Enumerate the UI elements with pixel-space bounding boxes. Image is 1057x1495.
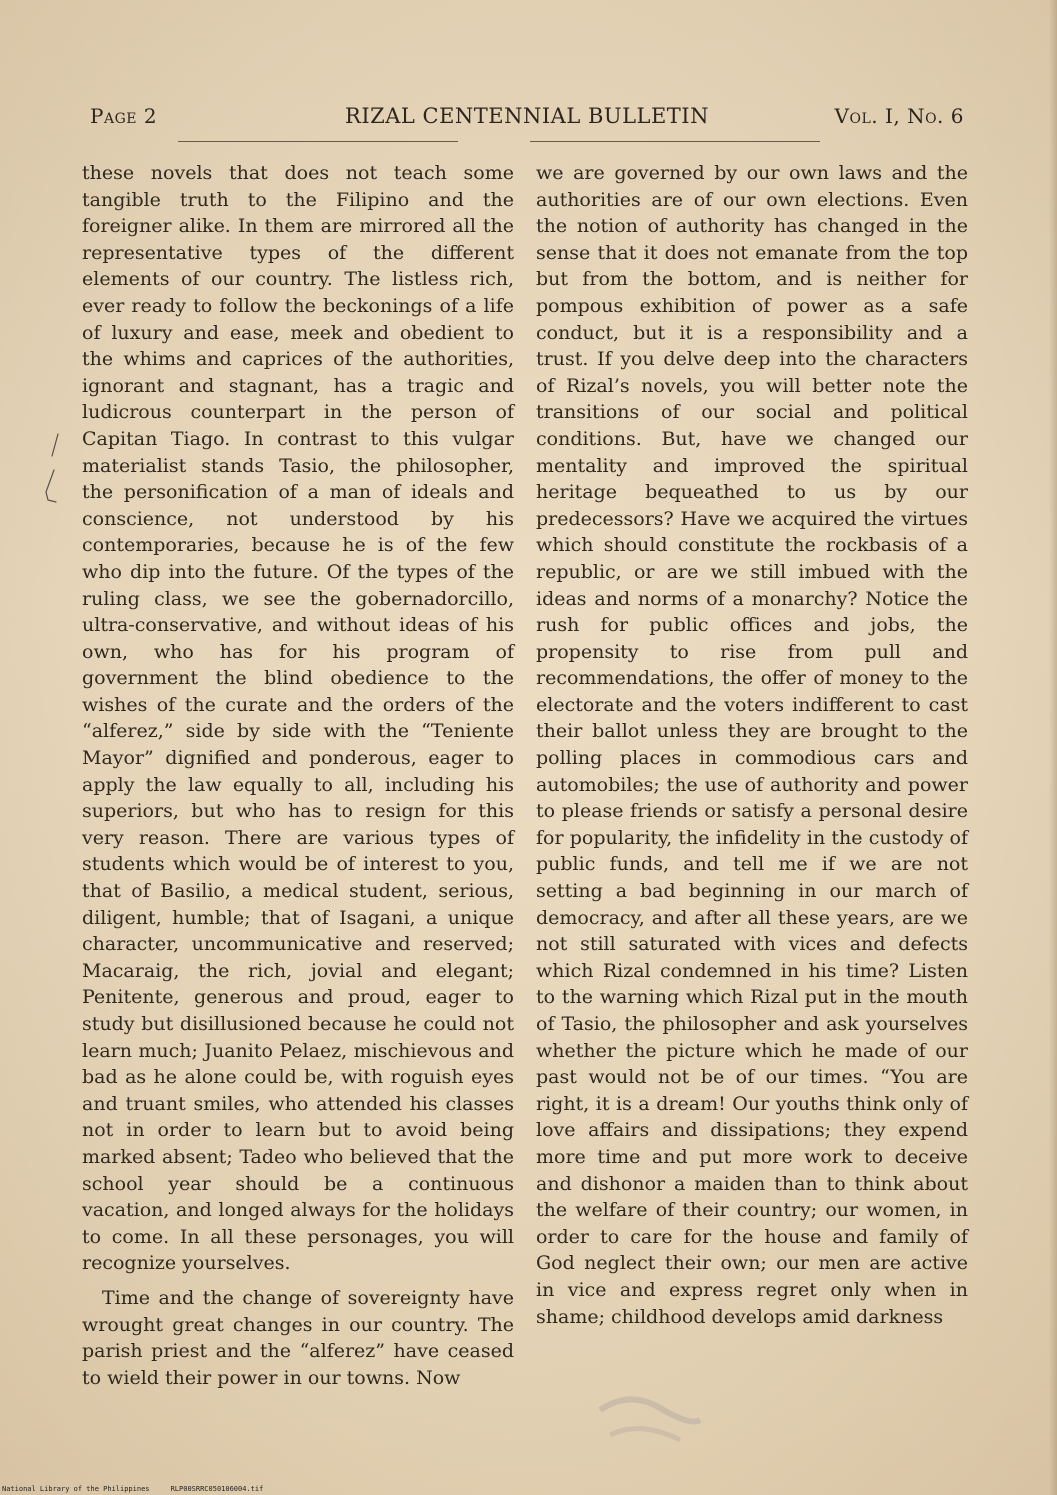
text-column-right (536, 160, 968, 1330)
body-paragraph: we are governed by our own laws and the authorities are of our own elections. Even the notion of authority has changed in the sense that it does not emanate from the top but from the bottom, and is neither for pompous exhibition of power as a safe conduct, but it is a responsibility and a trust. If you delve deep into the characters of Rizal’s novels, you will better note the transitions of our social and political conditions. But, have we changed our mentality and improved the spiritual heritage bequeathed to us by our predecessors? Have we acquired the virtues which should constitute the rockbasis of a republic, or are we still imbued with the ideas and norms of a monarchy? Notice the rush for public offices and jobs, the propensity to rise from pull and recommendations, the offer of money to the electorate and the voters indifferent to cast their ballot unless they are brought to the polling places in commodious cars and automobiles; the use of authority and power to please friends or satisfy a personal desire for popularity, the infidelity in the custody of public funds, and tell me if we are not setting a bad beginning in our march of democracy, and after all these years, are we not still saturated with vices and defects which Rizal condemned in his time? Listen to the warning which Rizal put in the mouth of Tasio, the philosopher and ask yourselves whether the picture which he made of our past would not be of our times. “You are right, it is a dream! Our youths think only of love affairs and dissipations; they expend more time and put more work to deceive and dishonor a maiden than to think about the welfare of their country; our women, in order to care for the house and family of God neglect their own; our men are active in vice and express regret only when in shame; childhood develops amid darkness (536, 162, 968, 1328)
body-paragraph: these novels that does not teach some tangible truth to the Filipino and the foreigner alike. In them are mirrored all the representative types of the different elements of our country. The listless rich, ever ready to follow the beckonings of a life of luxury and ease, meek and obedient to the whims and caprices of the authorities, ignorant and stagnant, has a tragic and ludicrous counterpart in the person of Capitan Tiago. In contrast to this vulgar materialist stands Tasio, the philosopher, the personification of a man of ideals and conscience, not understood by his contemporaries, because he is of the few who dip into the future. Of the types of the ruling class, we see the gobernadorcillo, ultra-conservative, and without ideas of his own, who has for his program of government the blind obedience to the wishes of the curate and the orders of the “alferez,” side by side with the “Teniente Mayor” dignified and ponderous, eager to apply the law equally to all, including his superiors, but who has to resign for this very reason. There are various types of students which would be of interest to you, that of Basilio, a medical student, serious, diligent, humble; that of Isagani, a unique character, uncommunicative and reserved; Macaraig, the rich, jovial and elegant; Penitente, generous and proud, eager to study but disillusioned because he could not learn much; Juanito Pelaez, mischievous and bad as he alone could be, with roguish eyes and truant smiles, who attended his classes not in order to learn but to avoid being marked absent; Tadeo who believed that the school year should be a continuous vacation, and longed always for the holidays to come. In all these personages, you will recognize yourselves. (82, 162, 514, 1275)
page-edge-shadow (1049, 0, 1057, 1495)
library-credit: National Library of the Philippines (2, 1485, 150, 1493)
volume-number: Vol. I, No. 6 (834, 104, 964, 128)
body-paragraph: Time and the change of sovereignty have wrought great changes in our country. The parish priest and the “alferez” have ceased to wield their power in our towns. Now (82, 1286, 514, 1389)
pencil-margin-mark (30, 430, 70, 510)
scan-footer (2, 1485, 263, 1493)
file-identifier: RLP00SRRC050106004.tif (170, 1485, 264, 1493)
running-header (90, 104, 964, 140)
page-number: Page 2 (90, 104, 158, 128)
header-rule-left (178, 141, 458, 142)
header-rule-right (530, 141, 820, 142)
text-column-left (82, 160, 514, 1391)
pencil-smudge (590, 1380, 710, 1460)
publication-title: RIZAL CENTENNIAL BULLETIN (345, 104, 709, 128)
